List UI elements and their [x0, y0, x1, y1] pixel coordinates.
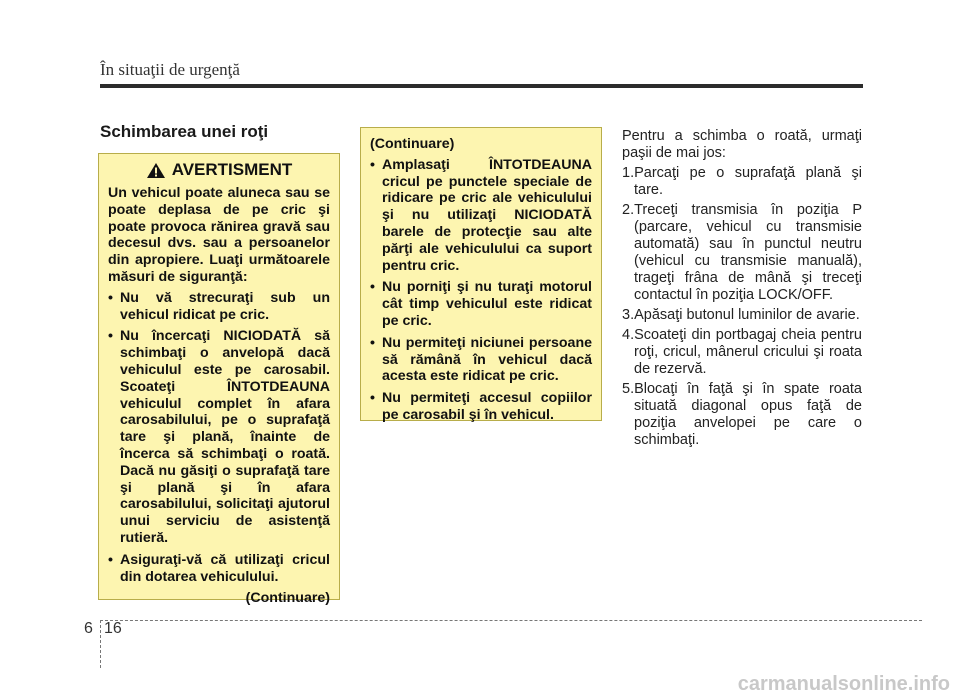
- running-header: În situaţii de urgenţă: [100, 60, 240, 79]
- warning-bullet: • Asiguraţi-vă că utilizaţi cricul din dotarea vehiculului.: [108, 552, 330, 586]
- instruction-step: 5.Blocaţi în faţă şi în spate roata situată diagonal opus faţă de poziţia anvelopei pe care o schimbaţi.: [622, 381, 862, 448]
- warning-box-continued: [360, 127, 602, 421]
- header-rule: [100, 84, 863, 88]
- instructions-intro: Pentru a schimba o roată, urmaţi paşii de mai jos:: [622, 128, 862, 161]
- footer-rule: [100, 620, 922, 621]
- warning-bullets: [108, 290, 330, 586]
- warning-bullet: • Nu vă strecuraţi sub un vehicul ridicat pe cric.: [108, 290, 330, 324]
- chapter-number: 6: [84, 620, 93, 637]
- watermark: carmanualsonline.info: [737, 673, 950, 695]
- warning-intro: Un vehicul poate aluneca sau se poate deplasa de pe cric şi poate provoca rănirea gravă sau decesul dvs. sau a persoanelor din apropiere. Luaţi următoarele măsuri de siguranţă:: [108, 185, 330, 285]
- section-title: Schimbarea unei roţi: [100, 122, 269, 141]
- instruction-step: 3.Apăsaţi butonul luminilor de avarie.: [622, 307, 860, 323]
- footer-divider: [100, 620, 101, 668]
- warning-bullets: [370, 157, 592, 424]
- warning-bullet: • Amplasaţi ÎNTOTDEAUNA cricul pe punctele speciale de ridicare pe cric ale vehiculului şi nu utilizaţi NICIODATĂ barele de protecţie sau alte părţi ale vehiculului ca suport pentru cric.: [370, 157, 592, 275]
- warning-triangle-icon: [146, 162, 166, 179]
- continued-label: (Continuare): [370, 136, 455, 152]
- warning-bullet: • Nu permiteţi accesul copiilor pe carosabil şi în vehicul.: [370, 390, 592, 424]
- warning-bullet: • Nu permiteţi niciunei persoane să rămână în vehicul dacă acesta este ridicat pe cric.: [370, 335, 592, 385]
- instruction-steps: [622, 165, 862, 449]
- continued-label: (Continuare): [245, 590, 330, 607]
- page-number: 16: [104, 620, 122, 637]
- instruction-step: 2.Treceţi transmisia în poziţia P (parcare, vehicul cu transmisie automată) sau în punctul neutru (vehicul cu transmisie manuală), trageţi frâna de mână şi treceţi contactul în poziţia LOCK/OFF.: [622, 202, 862, 303]
- warning-heading: [108, 162, 330, 179]
- warning-heading-text: AVERTISMENT: [171, 160, 293, 180]
- warning-bullet: • Nu porniţi şi nu turaţi motorul cât timp vehiculul este ridicat pe cric.: [370, 279, 592, 329]
- instructions: [622, 128, 862, 452]
- instruction-step: 1.Parcaţi pe o suprafaţă plană şi tare.: [622, 165, 862, 198]
- instruction-step: 4.Scoateţi din portbagaj cheia pentru roţi, cricul, mânerul cricului şi roata de rezervă.: [622, 327, 862, 377]
- warning-box: [98, 153, 340, 607]
- warning-bullet: • Nu încercaţi NICIODATĂ să schimbaţi o anvelopă dacă vehiculul este pe carosabil. Scoateţi ÎNTOTDEAUNA vehiculul complet în afara carosabilului, pe o suprafaţă tare şi plană, înainte de încerca să schimbaţi o roată. Dacă nu găsiţi o suprafaţă tare şi plană şi în afara carosabilului, solicitaţi ajutorul unui serviciu de asistenţă rutieră.: [108, 328, 330, 546]
